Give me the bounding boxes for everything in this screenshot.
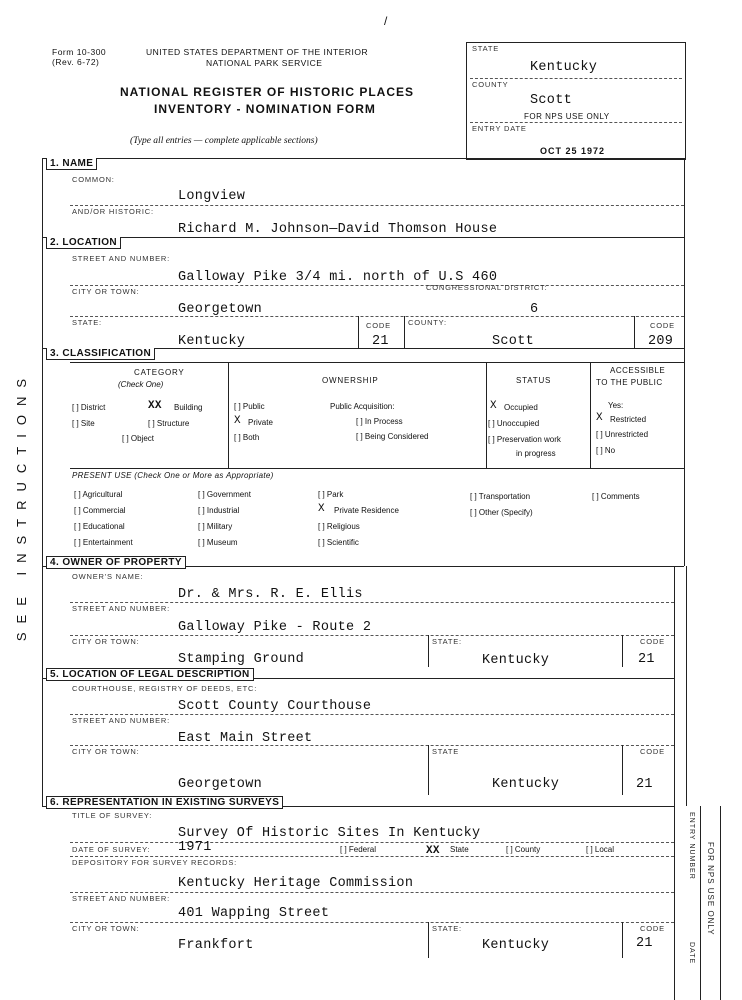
accessible-unrestricted[interactable]: [ ] Unrestricted [596,430,649,439]
legal-code-value: 21 [636,777,653,792]
category-structure[interactable]: [ ] Structure [148,419,190,428]
survey-state: State [450,845,469,854]
legal-city-value: Georgetown [178,777,263,792]
survey-date-label: DATE OF SURVEY: [72,845,151,854]
margin-for-nps-use-only: FOR NPS USE ONLY [706,842,715,936]
depository-city-value: Frankfort [178,938,254,953]
depository-state-label: STATE: [432,924,462,933]
category-object[interactable]: [ ] Object [122,434,155,443]
use-government[interactable]: [ ] Government [198,490,251,499]
public-acquisition-label: Public Acquisition: [330,402,395,411]
ownership-private: Private [248,418,273,427]
historic-name-value: Richard M. Johnson—David Thomson House [178,222,498,237]
agency-line-1: UNITED STATES DEPARTMENT OF THE INTERIOR [146,47,369,57]
survey-title-label: TITLE OF SURVEY: [72,811,153,820]
form-revision: (Rev. 6-72) [52,57,100,67]
category-site[interactable]: [ ] Site [72,419,95,428]
section-5-title: 5. LOCATION OF LEGAL DESCRIPTION [46,668,254,681]
status-preservation[interactable]: [ ] Preservation work [488,435,561,444]
common-name-label: COMMON: [72,175,115,184]
accessible-header-2: TO THE PUBLIC [596,378,663,387]
legal-street-label: STREET AND NUMBER: [72,716,171,725]
state-box-county-label: COUNTY [472,80,509,89]
entry-date-label: ENTRY DATE [472,124,527,133]
county-code-label: CODE [650,321,675,330]
entry-date-stamp: OCT 25 1972 [540,146,606,156]
category-building: Building [174,403,203,412]
survey-state-mark[interactable]: XX [426,845,440,857]
form-number: Form 10-300 [52,47,107,57]
stray-mark: / [384,14,388,28]
depository-code-value: 21 [636,936,653,951]
survey-date-value: 1971 [178,840,212,855]
accessible-header-1: ACCESSIBLE [610,366,666,375]
depository-code-label: CODE [640,924,665,933]
county-code-value: 209 [648,334,674,349]
use-military[interactable]: [ ] Military [198,522,233,531]
status-header: STATUS [516,376,552,385]
owner-code-value: 21 [638,652,655,667]
use-educational[interactable]: [ ] Educational [74,522,125,531]
category-header: CATEGORY [134,368,185,377]
use-park[interactable]: [ ] Park [318,490,344,499]
status-occupied: Occupied [504,403,538,412]
loc-state-value: Kentucky [178,334,246,349]
use-industrial[interactable]: [ ] Industrial [198,506,240,515]
status-occupied-mark[interactable]: X [490,400,497,412]
legal-city-label: CITY OR TOWN: [72,747,140,756]
survey-county[interactable]: [ ] County [506,845,541,854]
legal-state-label: STATE [432,747,460,756]
loc-state-label: STATE: [72,318,102,327]
ownership-public[interactable]: [ ] Public [234,402,265,411]
state-box-state-label: STATE [472,44,500,53]
use-agricultural[interactable]: [ ] Agricultural [74,490,123,499]
use-comments[interactable]: [ ] Comments [592,492,640,501]
loc-county-label: COUNTY: [408,318,447,327]
depository-state-value: Kentucky [482,938,550,953]
historic-name-label: AND/OR HISTORIC: [72,207,154,216]
category-building-mark[interactable]: XX [148,400,162,412]
see-instructions-side-label: SEE INSTRUCTIONS [14,370,29,642]
owner-code-label: CODE [640,637,665,646]
legal-courthouse-label: COURTHOUSE, REGISTRY OF DEEDS, ETC: [72,684,258,693]
owner-city-label: CITY OR TOWN: [72,637,140,646]
owner-state-label: STATE: [432,637,462,646]
category-district[interactable]: [ ] District [72,403,106,412]
section-4-title: 4. OWNER OF PROPERTY [46,556,186,569]
form-title-line-1: NATIONAL REGISTER OF HISTORIC PLACES [120,85,415,99]
category-check-one: (Check One) [118,380,164,389]
use-commercial[interactable]: [ ] Commercial [74,506,126,515]
ownership-both[interactable]: [ ] Both [234,433,260,442]
section-3-title: 3. CLASSIFICATION [46,348,155,360]
accessible-yes: Yes: [608,401,624,410]
survey-local[interactable]: [ ] Local [586,845,615,854]
nps-use-label: FOR NPS USE ONLY [524,112,610,121]
state-box-state-value: Kentucky [530,60,598,75]
loc-street-label: STREET AND NUMBER: [72,254,171,263]
loc-street-value: Galloway Pike 3/4 mi. north of U.S 460 [178,270,498,285]
congressional-district-label: CONGRESSIONAL DISTRICT: [426,283,548,292]
common-name-value: Longview [178,189,246,204]
owner-state-value: Kentucky [482,653,550,668]
depository-street-label: STREET AND NUMBER: [72,894,171,903]
owner-name-value: Dr. & Mrs. R. E. Ellis [178,587,363,602]
loc-city-label: CITY OR TOWN: [72,287,140,296]
acquisition-being-considered[interactable]: [ ] Being Considered [356,432,429,441]
use-scientific[interactable]: [ ] Scientific [318,538,359,547]
state-code-value: 21 [372,334,389,349]
loc-county-value: Scott [492,334,535,349]
loc-city-value: Georgetown [178,302,263,317]
form-title-line-2: INVENTORY - NOMINATION FORM [154,102,376,116]
survey-federal[interactable]: [ ] Federal [340,845,377,854]
agency-line-2: NATIONAL PARK SERVICE [206,58,323,68]
state-code-label: CODE [366,321,391,330]
use-entertainment[interactable]: [ ] Entertainment [74,538,133,547]
margin-entry-number: ENTRY NUMBER [688,812,695,880]
use-transportation[interactable]: [ ] Transportation [470,492,531,501]
use-other[interactable]: [ ] Other (Specify) [470,508,533,517]
legal-code-label: CODE [640,747,665,756]
present-use-label: PRESENT USE (Check One or More as Appropriate) [72,471,274,480]
section-6-title: 6. REPRESENTATION IN EXISTING SURVEYS [46,796,283,809]
owner-street-value: Galloway Pike - Route 2 [178,620,372,635]
margin-date: DATE [688,942,695,965]
ownership-private-mark[interactable]: X [234,415,241,427]
status-unoccupied[interactable]: [ ] Unoccupied [488,419,540,428]
ownership-header: OWNERSHIP [322,376,379,385]
owner-street-label: STREET AND NUMBER: [72,604,171,613]
use-private-residence-mark[interactable]: X [318,503,325,515]
accessible-restricted: Restricted [610,415,647,424]
depository-city-label: CITY OR TOWN: [72,924,140,933]
legal-street-value: East Main Street [178,731,313,746]
accessible-restricted-mark[interactable]: X [596,412,603,424]
legal-courthouse-value: Scott County Courthouse [178,699,372,714]
section-1-title: 1. NAME [46,158,97,170]
section-2-title: 2. LOCATION [46,237,121,249]
acquisition-in-process[interactable]: [ ] In Process [356,417,403,426]
owner-name-label: OWNER'S NAME: [72,572,144,581]
status-in-progress: in progress [516,449,556,458]
congressional-district-value: 6 [530,302,539,317]
owner-city-value: Stamping Ground [178,652,305,667]
use-religious[interactable]: [ ] Religious [318,522,360,531]
type-instructions: (Type all entries — complete applicable sections) [130,136,318,146]
use-private-residence: Private Residence [334,506,399,515]
accessible-no[interactable]: [ ] No [596,446,616,455]
survey-title-value: Survey Of Historic Sites In Kentucky [178,826,481,841]
depository-street-value: 401 Wapping Street [178,906,330,921]
use-museum[interactable]: [ ] Museum [198,538,238,547]
depository-value: Kentucky Heritage Commission [178,876,414,891]
depository-label: DEPOSITORY FOR SURVEY RECORDS: [72,858,238,867]
legal-state-value: Kentucky [492,777,560,792]
state-box-county-value: Scott [530,93,573,108]
